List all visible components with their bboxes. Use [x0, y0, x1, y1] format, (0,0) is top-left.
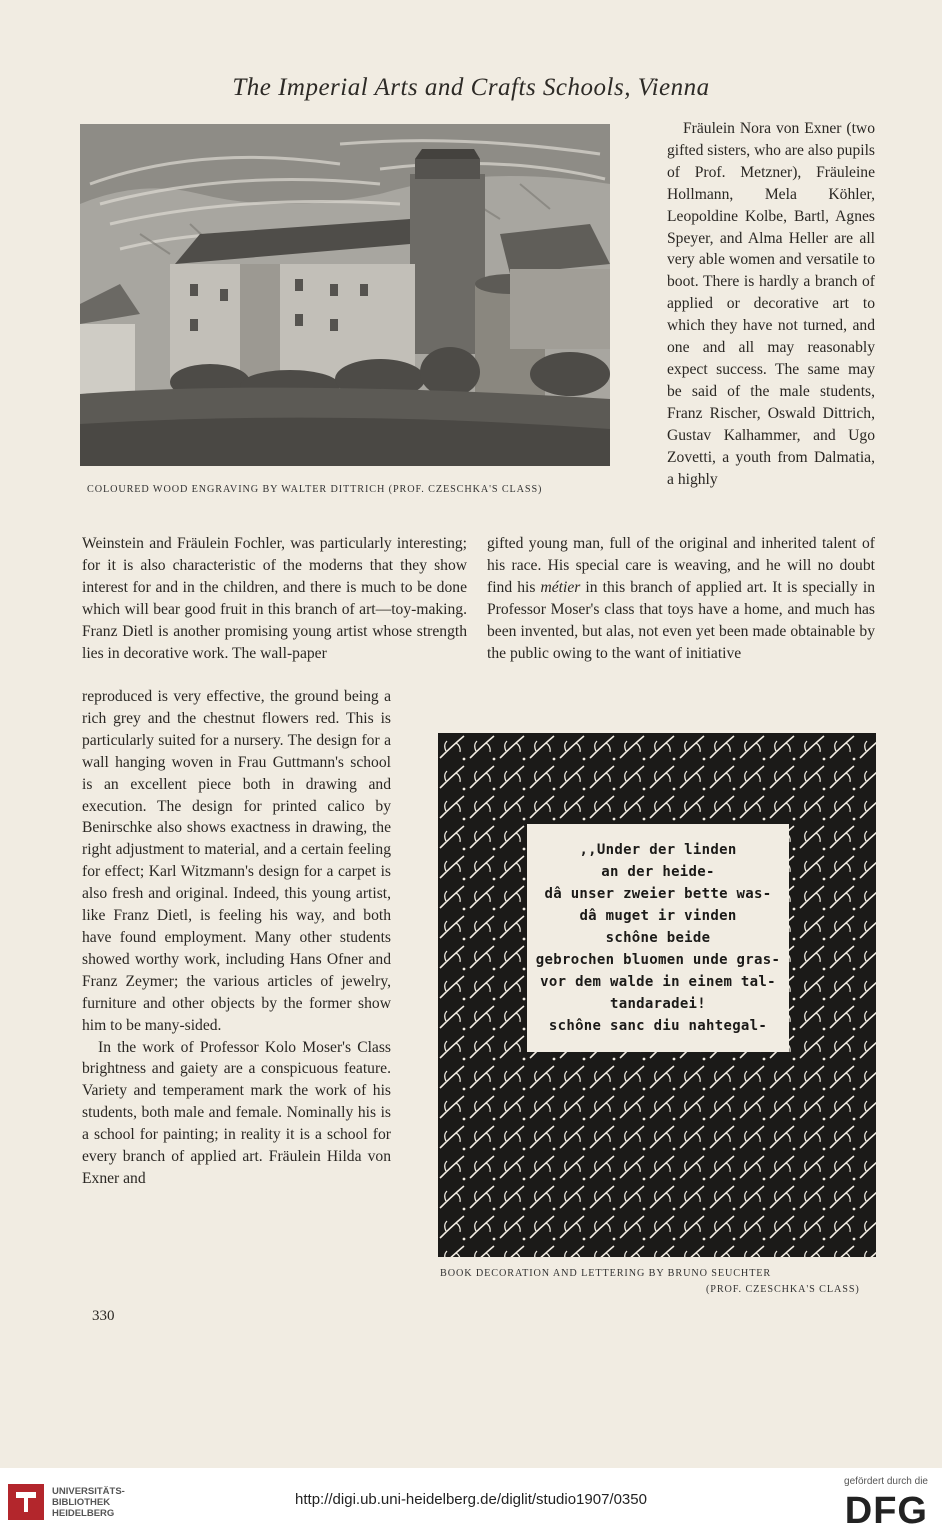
engraving-caption: COLOURED WOOD ENGRAVING BY WALTER DITTRICH (PROF. CZESCHKA'S CLASS)	[87, 484, 543, 495]
paragraph-right-mid: gifted young man, full of the original and inherited talent of his race. His special care is weaving, and he will no doubt find his métier in this branch of applied art. It is specially in Professor Moser's class that toys have a home, and much has been invented, but alas, not even yet been made obtainable by the public owing to the want of initiative	[487, 535, 875, 662]
paragraph-left-column-1: reproduced is very effective, the ground being a rich grey and the chestnut flowers red. This is particularly suited for a nursery. The design for a wall hanging woven in Frau Guttmann's school is an excellent piece both in drawing and execution. The design for printed calico by Benirschke also shows exactness in drawing, the right adjustment to material, and a certain feeling for effect; Karl Witzmann's design for a carpet is also fresh and original. Indeed, this young artist, like Franz Dietl, is feeling his way, and both have found employment. Many other students showed worthy work, including Hans Ofner and Franz Zeymer; the various articles of jewelry, furniture and other objects by the former show him to be many-sided.	[82, 688, 391, 1034]
running-title: The Imperial Arts and Crafts Schools, Vienna	[232, 74, 710, 101]
text-left-column	[82, 686, 391, 1190]
funding-note: gefördert durch die	[844, 1476, 928, 1487]
verse-line: vor dem walde in einem tal-	[540, 974, 776, 990]
verse-line: tandaradei!	[609, 996, 707, 1012]
dfg-logo: DFG	[844, 1490, 928, 1532]
book-decoration-image	[437, 732, 877, 1258]
source-url-link[interactable]: http://digi.ub.uni-heidelberg.de/diglit/studio1907/0350	[295, 1491, 647, 1508]
verse-line: gebrochen bluomen unde gras-	[535, 952, 781, 968]
text-right-top	[667, 118, 875, 490]
page-number: 330	[92, 1308, 115, 1324]
verse-line: an der heide-	[601, 864, 715, 880]
paragraph-left-column-2: In the work of Professor Kolo Moser's Class brightness and gaiety are a conspicuous feature. Variety and temperament mark the work of his students, both male and female. Nominally his is a school for painting; in reality it is a school for every branch of applied art. Fräulein Hilda von Exner and	[82, 1038, 391, 1187]
decoration-caption-line2: (PROF. CZESCHKA'S CLASS)	[706, 1284, 860, 1295]
verse-line: schône sanc diu nahtegal-	[548, 1018, 768, 1034]
text-right-mid	[487, 533, 875, 664]
text-left-mid	[82, 533, 467, 664]
verse-line: ,,Under der linden	[579, 842, 737, 858]
library-name: UNIVERSITÄTS- BIBLIOTHEK HEIDELBERG	[52, 1486, 125, 1519]
verse-panel	[527, 824, 789, 1052]
paragraph-right-top: Fräulein Nora von Exner (two gifted sisters, who are also pupils of Prof. Metzner), Fräuleine Hollmann, Mela Köhler, Leopoldine Kolbe, Bartl, Agnes Speyer, and Alma Heller are all very able women and versatile to boot. There is hardly a branch of applied or decorative art to which they have not turned, and one and all may reasonably expect success. The same may be said of the male students, Franz Rischer, Oswald Dittrich, Gustav Kalhammer, and Ugo Zovetti, a youth from Dalmatia, a highly	[667, 120, 875, 488]
verse-line: schône beide	[605, 930, 711, 946]
verse-line: dâ muget ir vinden	[579, 908, 737, 924]
paragraph-left-mid: Weinstein and Fräulein Fochler, was particularly interesting; for it is also characteristic of the moderns that they show interest for and in the children, and there is much to be done which will bear good fruit in this branch of art—toy-making. Franz Dietl is another promising young artist whose strength lies in decorative work. The wall-paper	[82, 535, 467, 662]
verse-line: dâ unser zweier bette was-	[544, 886, 772, 902]
footer-bar	[0, 1468, 942, 1536]
wood-engraving-image	[80, 124, 610, 466]
decoration-caption-line1: BOOK DECORATION AND LETTERING BY BRUNO SEUCHTER	[440, 1268, 772, 1279]
emphasis-metier: métier	[540, 578, 581, 596]
castle-engraving-illustration	[80, 124, 610, 466]
